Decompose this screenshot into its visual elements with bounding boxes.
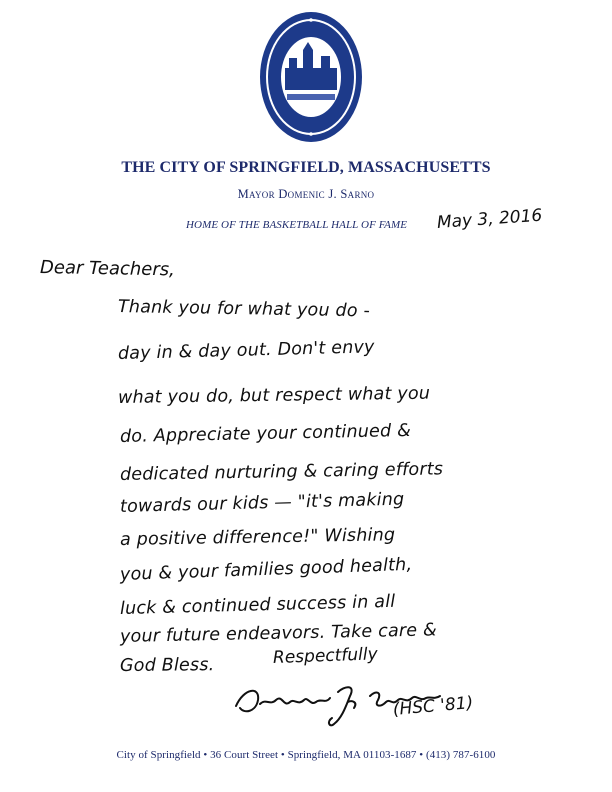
- body-line: what you do, but respect what you: [117, 383, 431, 408]
- body-line: towards our kids — "it's making: [119, 489, 405, 517]
- class-year: (HSC '81): [392, 693, 474, 720]
- body-line: do. Appreciate your continued &: [119, 420, 412, 447]
- body-line: day in & day out. Don't envy: [117, 337, 375, 364]
- letter-date: May 3, 2016: [436, 205, 543, 233]
- body-line: God Bless.: [119, 655, 215, 676]
- salutation: Dear Teachers,: [39, 257, 176, 281]
- body-line: luck & continued success in all: [119, 591, 396, 619]
- tagline: HOME OF THE BASKETBALL HALL OF FAME: [186, 219, 408, 231]
- body-line: a positive difference!" Wishing: [119, 525, 396, 550]
- closing: Respectfully: [272, 644, 378, 668]
- body-line: you & your families good health,: [119, 554, 413, 585]
- mayor-name: Mayor Domenic J. Sarno: [237, 187, 375, 201]
- body-line: your future endeavors. Take care &: [119, 620, 438, 647]
- body-line: Thank you for what you do -: [117, 297, 371, 322]
- city-title: THE CITY OF SPRINGFIELD, MASSACHUSETTS: [121, 159, 491, 176]
- footer-address: City of Springfield • 36 Court Street • Springfield, MA 01103-1687 • (413) 787-6100: [116, 749, 496, 761]
- body-line: dedicated nurturing & caring efforts: [119, 459, 444, 485]
- city-seal: [259, 10, 363, 144]
